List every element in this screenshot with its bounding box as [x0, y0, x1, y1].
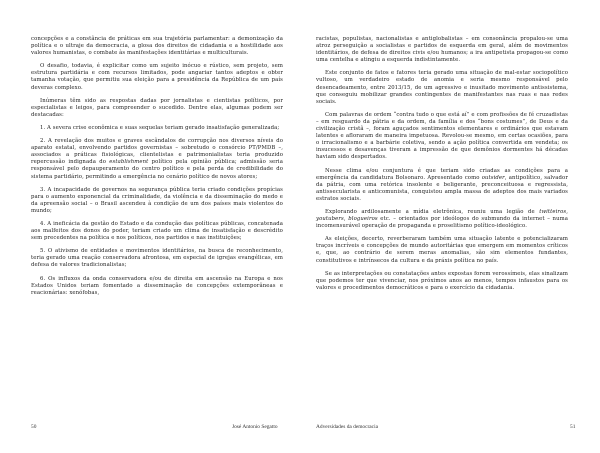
italic-term: youtubers: [316, 216, 344, 223]
right-page: [316, 36, 568, 297]
text-run: , antipolítico, salvador da pátria, com uma retórica insolente e beligerante, preconceituosa e regressista, antissecularista e anticomunista, conquistou ampla massa de adeptos dos mais variados estratos sociais.: [316, 174, 568, 202]
text-run: etc. – orientados por ideólogos do submundo da internet – numa incomensurável operação de propaganda e proselitismo político-ideológico.: [316, 216, 569, 230]
paragraph: Se as interpretações ou constatações antes expostas forem verossímeis, elas sinalizam que podemos ter que vivenciar, nos próximos anos ao menos, tempos infaustos para os valores e procedimentos democráticos e para o exercício da cidadania.: [316, 270, 568, 291]
list-item: 3. A incapacidade de governos na segurança pública teria criado condições propícias para o aumento exponencial da criminalidade, da violência e da disseminação do medo e da apreensão social – o Brasil ascendeu à condição de um dos países mais violentos do mundo;: [31, 186, 283, 214]
left-page-number: 50: [31, 424, 37, 430]
paragraph: As eleições, decerto, reverberaram também uma situação latente e potencializaram traços incríveis e concepções de mundo autoritárias que emergem em momentos críticos e, que, ao contrário de serem meras anomalias, são sim elementos fundantes, constitutivos e intrínsecos da cultura e da práxis política no país.: [316, 236, 568, 264]
text-run: ,: [566, 208, 568, 215]
left-page: [31, 36, 283, 302]
text-run: político pela opinião pública; admissão seria responsável pelo depauperamento do centro político e pela perda de credibilidade do sistema partidário, permitindo a emergência no cenário político de novos atores;: [31, 159, 283, 180]
right-page-text: [316, 36, 568, 292]
right-running-head: Adversidades da democracia: [316, 424, 378, 430]
list-item: 4. A ineficácia da gestão do Estado e da condução das políticas públicas, concatenada aos malfeitos dos donos do poder, teriam criado um clima de insatisfação e descrédito sem precedentes na política e nos políticos, nos partidos e nas instituições;: [31, 220, 283, 242]
italic-term: establishment: [109, 159, 149, 166]
italic-term: blogueiros: [348, 216, 378, 223]
left-page-text: [31, 36, 283, 297]
paragraph: [316, 168, 568, 203]
paragraph: Este conjunto de fatos e fatores teria gerado uma situação de mal-estar sociopolítico vultoso, um verdadeiro estado de anomia e seria mesmo responsável pelo desencadeamento, entre 2013/15, de um agressivo e inusitado movimento antissistema, que conseguiu mobilizar grandes contingentes de manifestantes nas ruas e nas redes sociais.: [316, 70, 568, 105]
list-item: [31, 138, 283, 181]
paragraph: O desafio, todavia, é explicitar como um sujeito inócuo e rústico, sem projeto, sem estrutura partidária e com recursos limitados, pode angariar tantos adeptos e obter tamanha votação, que permitiu sua eleição para a presidência da República de um país deveras complexo.: [31, 63, 283, 91]
list-item: 1. A severa crise econômica e suas sequelas teriam gerado insatisfação generalizada;: [40, 124, 280, 131]
paragraph: [316, 209, 568, 230]
paragraph: Inúmeras têm sido as respostas dadas por jornalistas e cientistas políticos, por especialistas e leigos, para compreender o sucedido. Dentre elas, algumas podem ser destacadas:: [31, 97, 283, 118]
text-run: 2. A revelação dos muitos e graves escândalos de corrupção nos diversos níveis do aparato estatal, envolvendo partidos governistas – sobretudo o consórcio PT/PMDB –, associados a práticas fisiológicas, clientelistas e patrimonialistas teria produzido repercussão indignada do: [31, 138, 283, 166]
text-run: Explorando ardilosamente a mídia eletrônica, reuniu uma legião de: [325, 208, 540, 215]
text-run: ,: [343, 216, 349, 223]
right-page-number: 51: [570, 424, 576, 430]
paragraph: Com palavras de ordem “contra tudo o que está aí” e com profissões de fé cruzadistas – em resguardo da pátria e da ordem, da família e dos “bons costumes”, de Deus e da civilização cristã –, foram aguçados sentimentos elementares e ordinários que estavam latentes e afloraram de maneira impetuosa. Revolou-se mesmo, em certas ocasiões, para o irracionalismo e a barbárie coletiva, sendo a ação política convertida em vendeta; os insucessos e desavenças tiveram a impressão de que demônios dormentes há décadas haviam sido despertados.: [316, 111, 568, 161]
text-run: Nesse clima e/ou conjuntura é que teriam sido criadas as condições para a emergência da candidatura Bolsonaro. Apresentado como: [316, 167, 568, 181]
paragraph: concepções e a constância de práticas em sua trajetória parlamentar: a demonização da política e o ultraje da democracia, a glosa dos direitos de cidadania e a hostilidade aos valores humanistas, o combate às manifestações identitárias e multiculturais.: [31, 36, 283, 57]
italic-term: outsider: [481, 174, 505, 181]
left-running-head: José Antonio Segatto: [232, 424, 278, 430]
list-item: 6. Os influxos da onda conservadora e/ou de direita em ascensão na Europa e nos Estados Unidos teriam fomentado a disseminação de concepções extemporâneas e reacionárias: xenófobas,: [31, 275, 283, 296]
paragraph: racistas, populistas, nacionalistas e antiglobalistas – em consonância propalou-se uma atroz perseguição a socialistas e partidos de esquerda em geral, além de movimentos identitários, de defesa de direitos civis e/ou humanos; a ira antipetista propagou-se como uma centelha e atingiu a esquerda indistintamente.: [316, 36, 568, 64]
list-item: 5. O ativismo de entidades e movimentos identitários, na busca de reconhecimento, teria gerado uma reação conservadora afrontosa, em especial de igrejas evangélicas, em defesa de valores tradicionalistas;: [31, 248, 283, 269]
italic-term: twitteiros: [539, 208, 567, 215]
